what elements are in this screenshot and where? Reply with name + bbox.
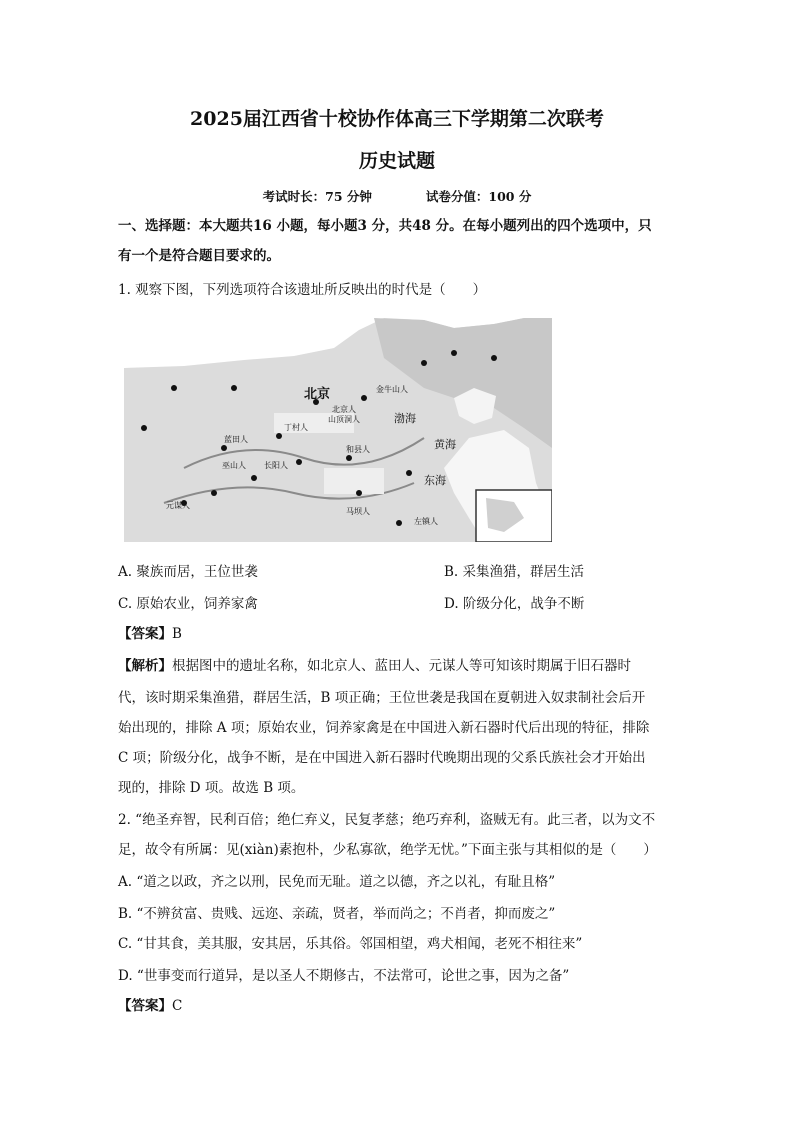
- exam-subtitle: 历史试题: [358, 150, 435, 172]
- q1-option-c: C. 原始农业，饲养家禽: [118, 596, 258, 612]
- q2-stem-line1: 2. “绝圣弃智，民利百倍；绝仁弃义，民复孝慈；绝巧弃利，盗贼无有。此三者，以为文不: [118, 812, 656, 828]
- q1-answer: 【答案】B: [118, 626, 182, 642]
- exam-time: 考试时长：75 分钟: [262, 189, 372, 204]
- map-label-huanghai: 黄海: [434, 438, 456, 451]
- map-label-lantian: 蓝田人: [224, 435, 248, 444]
- q1-analysis-line1: 【解析】根据图中的遗址名称，如北京人、蓝田人、元谋人等可知该时期属于旧石器时: [118, 658, 631, 674]
- q1-map-figure: [124, 318, 552, 542]
- q1-option-b: B. 采集渔猎，群居生活: [444, 564, 585, 580]
- map-label-zuozhen: 左镇人: [414, 517, 438, 526]
- q1-option-a: A. 聚族而居，王位世袭: [118, 564, 258, 580]
- map-label-jinniushan: 金牛山人: [376, 385, 408, 394]
- map-label-dingcun: 丁村人: [284, 423, 308, 432]
- q2-option-c: C. “甘其食，美其服，安其居，乐其俗。邻国相望，鸡犬相闻，老死不相往来”: [118, 936, 583, 952]
- map-label-beijing: 北京: [304, 387, 331, 402]
- map-label-donghai: 东海: [424, 474, 446, 487]
- q1-stem: 1. 观察下图，下列选项符合该遗址所反映出的时代是（ ）: [118, 282, 487, 298]
- q2-stem-line2: 足，故令有所属：见(xiàn)素抱朴，少私寡欲，绝学无忧。”下面主张与其相似的是（ ）: [118, 842, 657, 858]
- q1-analysis-line5: 现的，排除 D 项。故选 B 项。: [118, 780, 305, 796]
- exam-meta: [0, 187, 794, 205]
- q2-option-b: B. “不辨贫富、贵贱、远迩、亲疏，贤者，举而尚之；不肖者，抑而废之”: [118, 906, 556, 922]
- q2-option-d: D. “世事变而行道异，是以圣人不期修古，不法常可，论世之事，因为之备”: [118, 968, 570, 984]
- section-heading-line1: 一、选择题：本大题共16 小题，每小题3 分，共48 分。在每小题列出的四个选项中，只: [118, 218, 652, 234]
- q1-analysis-line2: 代，该时期采集渔猎，群居生活，B 项正确；王位世袭是我国在夏朝进入奴隶制社会后开: [118, 690, 646, 706]
- q1-analysis-line3: 始出现的，排除 A 项；原始农业，饲养家禽是在中国进入新石器时代后出现的特征，排除: [118, 720, 650, 736]
- map-label-bohai: 渤海: [394, 412, 416, 425]
- map-label-hexian: 和县人: [346, 445, 370, 454]
- exam-score: 试卷分值：100 分: [425, 189, 532, 204]
- china-map: [124, 318, 552, 542]
- q1-option-d: D. 阶级分化，战争不断: [444, 596, 585, 612]
- section-heading-line2: 有一个是符合题目要求的。: [118, 248, 280, 264]
- q2-answer-value: C: [172, 998, 183, 1014]
- q2-answer: 【答案】C: [118, 998, 183, 1014]
- q1-analysis-line4: C 项；阶级分化，战争不断，是在中国进入新石器时代晚期出现的父系氏族社会才开始出: [118, 750, 646, 766]
- map-label-shandingdong: 山顶洞人: [328, 415, 360, 424]
- q2-option-a: A. “道之以政，齐之以刑，民免而无耻。道之以德，齐之以礼，有耻且格”: [118, 874, 556, 890]
- map-label-yuanmou: 元谋人: [166, 501, 190, 510]
- map-label-wushan: 巫山人: [222, 461, 246, 470]
- q1-answer-value: B: [172, 626, 182, 642]
- map-label-beijingren: 北京人: [332, 405, 356, 414]
- map-label-maba: 马坝人: [346, 507, 370, 516]
- map-label-changyang: 长阳人: [264, 461, 288, 470]
- exam-title: 2025届江西省十校协作体高三下学期第二次联考: [190, 108, 604, 130]
